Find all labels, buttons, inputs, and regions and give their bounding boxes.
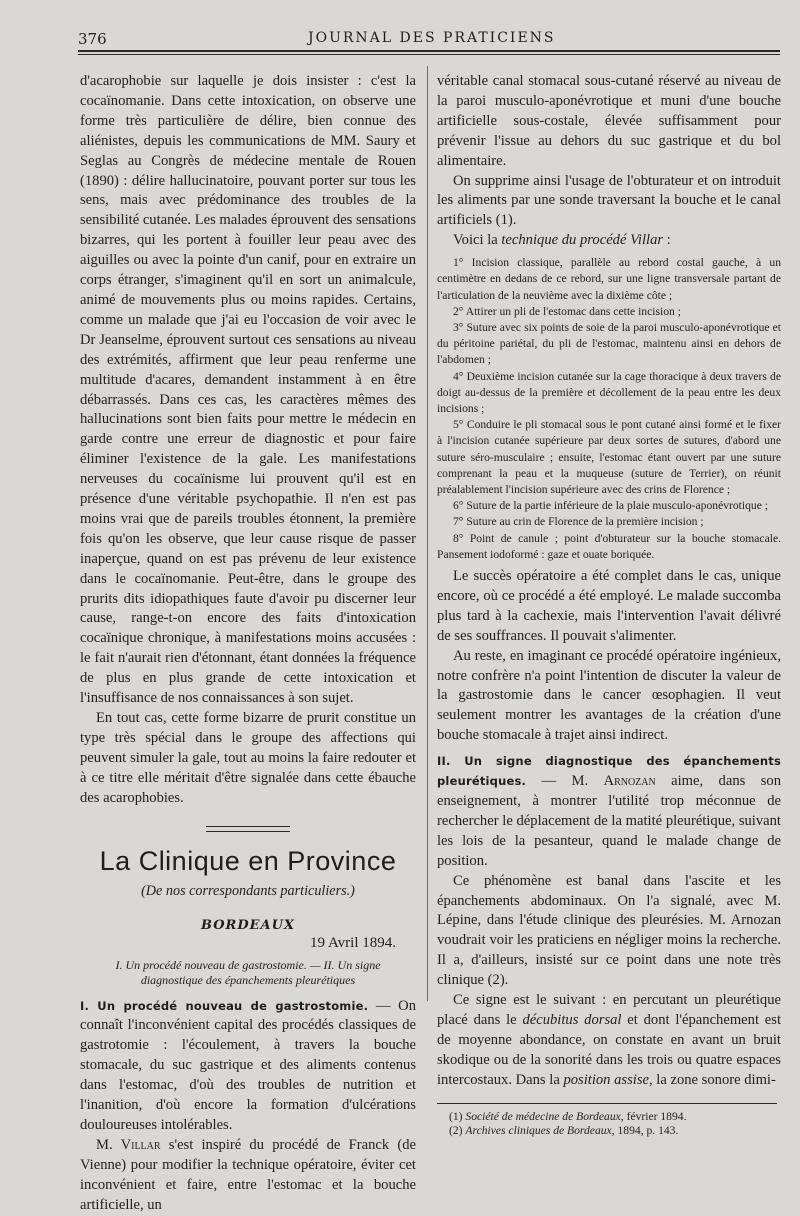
paragraph: Au reste, en imaginant ce procédé opératoire ingénieux, notre confrère n'a point l'intention de discuter la valeur de la gastrostomie dans le cancer œsophagien. Il veut seulement montrer les avantages de la création d'une bouche stomacale à trajet ainsi indirect. (437, 647, 781, 744)
italic-phrase: position assise (563, 1071, 649, 1088)
paragraph: véritable canal stomacal sous-cutané réservé au niveau de la paroi musculo-aponévrotique et muni d'une bouche artificielle sous-costale, élevée suffisamment pour prévenir l'issue au dehors du suc gastrique et du bol alimentaire. (437, 73, 781, 169)
paragraph (80, 1136, 416, 1216)
step-item: 8° Point de canule ; point d'obturateur sur la bouche stomacale. Pansement iodoformé : gaze et ouate boriquée. (437, 531, 781, 561)
paragraph-text: , la zone sonore dimi- (649, 1071, 776, 1088)
paragraph (437, 752, 781, 871)
paragraph-text: aime, dans son enseignement, à montrer l'utilité trop méconnue de rechercher le déplacement de la matité pleurétique, suivant les lois de la pesanteur, quand le malade change de position. (437, 773, 781, 869)
rubric-text: — On connaît l'inconvénient capital des procédés classiques de gastrotomie : l'écoulement, à travers la bouche stomacale, du suc gastrique et des aliments contenus dans l'estomac, d'où des troubles de nutrition et l'inanition, d'où encore la formation d'ulcérations douloureuses intolérables. (80, 997, 416, 1133)
section-divider (206, 826, 290, 832)
paragraph-text: Ce signe est le suivant : en percutant un pleurétique placé dans le (437, 992, 781, 1028)
italic-phrase: technique du procédé Villar (501, 232, 664, 249)
paragraph: En tout cas, cette forme bizarre de prurit constitue un type très spécial dans le groupe des affections qui peuvent simuler la gale, tout au moins la faire redouter et à ce titre elle méritait d'être signalée dans cette ébauche des acarophobies. (80, 710, 416, 806)
step-item: 3° Suture avec six points de soie de la paroi musculo-aponévrotique et du péritoine pariétal, du pli de l'estomac, maintenu ainsi en dehors de l'abdomen ; (437, 320, 781, 367)
city-heading: BORDEAUX (200, 917, 296, 933)
footnote-source: Société de médecine de Bordeaux (465, 1109, 621, 1123)
paragraph: d'acarophobie sur laquelle je dois insister : c'est la cocaïnomanie. Dans cette intoxication, on observe une forme très particulière de délire, bien connue des aliénistes, depuis les communications de MM. Saury et Seglas au Congrès de médecine mentale de Rouen (1890) : délire hallucinatoire, pouvant porter sur tous les sens, mais avec prédominance des troubles de la sensibilité cutanée. Les malades éprouvent des sensations bizarres, qui les portent à fouiller leur peau avec des aiguilles ou avec la pointe d'un canif, pour en extraire un corps étranger, s'imaginent qu'il en sort un animalcule, animé de mouvements plus ou moins rapides. Certains, comme un malade que j'ai eu l'occasion de voir avec le Dr Jeanselme, éprouvent surtout ces sensations au niveau des extrémités, affirment que leur peau renferme une multitude d'acares, demandent instamment à en être débarrassés. Dans ces cas, les caractères mêmes des hallucinations sont bien faits pour mettre le médecin en garde contre une erreur de diagnostic et pour faire éliminer l'existence de la gale. Les manifestations nerveuses du cocaïnisme lui prouvent qu'il est en présence d'une véritable psychopathie. Il n'en est pas moins vrai que de pareils troubles étonnent, la première fois qu'on les observe, que leur cause risque de passer inaperçue, quand on est pas prévenu de leur existence dans le cocaïnomanie. Peut-être, dans le groupe des prurits dits idiopathiques faute d'avoir pu discerner leur cause, range-t-on encore des faits d'intoxication cocaïnique chronique, à manifestations moins accusées : le fait n'aurait rien d'étonnant, étant données la fréquence de plus en plus grande de cette intoxication et l'insuffisance de nos connaissances à son sujet. (80, 73, 416, 707)
step-item: 6° Suture de la partie inférieure de la plaie musculo-aponévrotique ; (453, 499, 768, 513)
footnote-number: (2) (449, 1124, 466, 1138)
author-name: M. Villar (96, 1136, 161, 1153)
header-rule-thin (78, 54, 780, 55)
running-header (78, 30, 780, 50)
section-subtitle: (De nos correspondants particuliers.) (141, 882, 355, 899)
paragraph: On supprime ainsi l'usage de l'obturateur et on introduit les aliments par une sonde traversant la bouche et le canal artificiels (1). (437, 172, 781, 229)
section-title: La Clinique en Province (99, 845, 397, 876)
step-item: 7° Suture au crin de Florence de la première incision ; (453, 515, 704, 529)
step-item: 5° Conduire le pli stomacal sous le pont cutané ainsi formé et le fixer à l'incision cutanée supérieure par deux sortes de sutures, d'abord une suture séro-musculaire ; ensuite, l'estomac étant ouvert par une suture comprenant la peau et la muqueuse (suture de Terrier), on réunit préalablement l'incision supérieure avec des crins de Florence ; (437, 418, 781, 496)
rubric-label: II. Un signe diagnostique des épanchements pleurétiques. (437, 754, 781, 789)
paragraph-text: : (663, 232, 671, 249)
footnote-number: (1) (449, 1109, 466, 1123)
paragraph-text: et dont l'épanchement est de moyenne abondance, on constate en avant un bruit skodique ou de la sonorité dans les trois ou quatre espaces intercostaux. Dans la (437, 1011, 782, 1088)
rubric-label: I. Un procédé nouveau de gastrostomie. (80, 998, 369, 1013)
technique-steps (437, 255, 781, 563)
paragraph (437, 991, 781, 1091)
header-rule (78, 50, 780, 52)
column-separator (427, 66, 428, 1001)
paragraph: Le succès opératoire a été complet dans le cas, unique encore, où ce procédé a été employé. Le malade succomba plus tard à la cachexie, mais l'intervention l'avait délivré de ses souffrances. Il pouvait s'alimenter. (437, 568, 781, 644)
article-summary: I. Un procédé nouveau de gastrostomie. — II. Un signe diagnostique des épanchements pleurétiques (115, 957, 381, 988)
page-number: 376 (78, 30, 107, 48)
footnote-text: , février 1894. (620, 1109, 687, 1123)
paragraph-text: — M. (526, 773, 604, 790)
paragraph-text: Voici la (453, 232, 502, 249)
footnote-source: Archives cliniques de Bordeaux (465, 1124, 612, 1138)
paragraph (80, 997, 416, 1136)
footnote-rule (437, 1103, 777, 1104)
journal-title: JOURNAL DES PRATICIENS (308, 30, 556, 46)
footnote-text: , 1894, p. 143. (611, 1124, 679, 1138)
paragraph: Ce phénomène est banal dans l'ascite et les épanchements abdominaux. On l'a signalé, avec M. Lépine, dans l'étude clinique des pleurésies. M. Arnozan voudrait voir les praticiens en négliger moins la recherche. Il a, d'ailleurs, insisté sur ce point dans une note très clinique (2). (437, 872, 781, 989)
dateline: 19 Avril 1894. (310, 934, 396, 951)
footnote (449, 1124, 781, 1139)
footnote (449, 1110, 781, 1125)
step-item: 1° Incision classique, parallèle au rebord costal gauche, à un centimètre en dedans de ce rebord, sur une ligne transversale partant de l'articulation de la neuvième avec la dixième côte ; (437, 256, 781, 302)
author-name: Arnozan (603, 773, 656, 790)
paragraph-text: s'est inspiré du procédé de Franck (de Vienne) pour modifier la technique opératoire, éviter cet inconvénient et faire, entre l'estomac et la bouche artificielle, un (80, 1136, 416, 1213)
paragraph (437, 231, 781, 251)
step-item: 4° Deuxième incision cutanée sur la cage thoracique à deux travers de doigt au-dessus de la première et décollement de la peau entre les deux incisions ; (437, 369, 781, 415)
step-item: 2° Attirer un pli de l'estomac dans cette incision ; (453, 304, 681, 318)
right-column (437, 72, 781, 1139)
left-column (80, 72, 416, 1216)
italic-phrase: décubitus dorsal (522, 1011, 622, 1028)
